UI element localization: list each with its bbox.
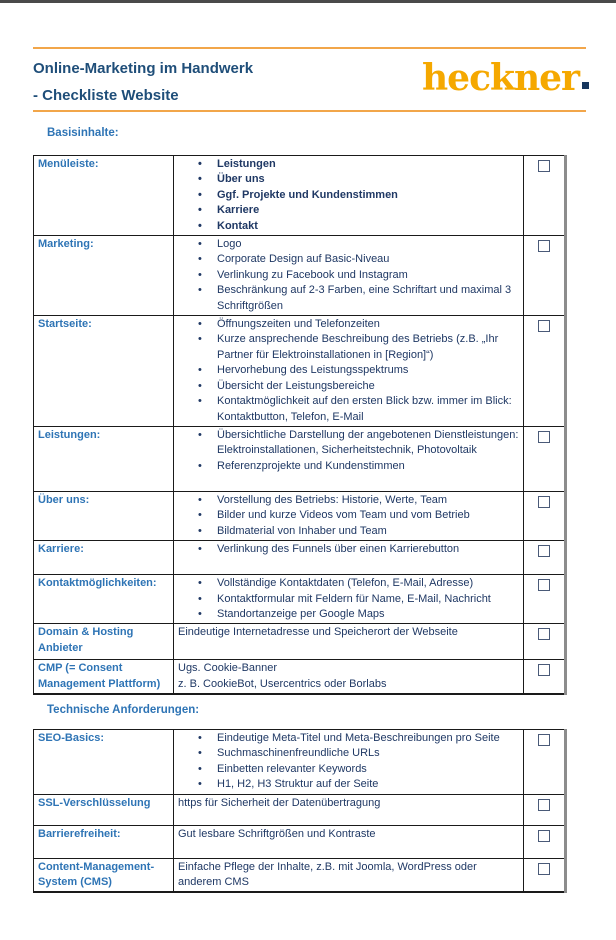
checkbox-cell xyxy=(524,575,566,624)
checkbox-icon xyxy=(538,664,550,676)
content-line: Ugs. Cookie-Banner xyxy=(178,662,278,675)
bullet-item: • Kontaktmöglichkeit auf den ersten Blick bzw. immer im Blick: Kontaktbutton, Telefon, E-Mail xyxy=(176,394,521,425)
checkbox-icon xyxy=(538,496,550,508)
checkbox-cell xyxy=(524,794,566,825)
checkbox-cell xyxy=(524,624,566,660)
content-line: Gut lesbare Schriftgrößen und Kontraste xyxy=(178,827,376,840)
checkbox-icon xyxy=(538,799,550,811)
row-content xyxy=(174,426,524,491)
bullet-item: • Bilder und kurze Videos vom Team und vom Betrieb xyxy=(176,508,521,523)
table-row xyxy=(34,858,566,892)
table-row xyxy=(34,491,566,540)
table-row xyxy=(34,575,566,624)
content-line: Eindeutige Internetadresse und Speicherort der Webseite xyxy=(178,626,458,639)
table-row xyxy=(34,541,566,575)
checkbox-cell xyxy=(524,236,566,316)
heckner-logo xyxy=(422,56,589,100)
bullet-item: • Hervorhebung des Leistungsspektrums xyxy=(176,363,521,378)
bullet-item: • Eindeutige Meta-Titel und Meta-Beschreibungen pro Seite xyxy=(176,731,521,746)
row-content xyxy=(174,858,524,892)
row-label: Menüleiste: xyxy=(34,156,174,236)
bullet-item: • Beschränkung auf 2-3 Farben, eine Schriftart und maximal 3 Schriftgrößen xyxy=(176,283,521,314)
checkbox-cell xyxy=(524,541,566,575)
table-row xyxy=(34,316,566,427)
row-label: Domain & Hosting Anbieter xyxy=(34,624,174,660)
table-row xyxy=(34,426,566,491)
content-line: https für Sicherheit der Datenübertragung xyxy=(178,796,381,809)
table-row xyxy=(34,236,566,316)
bullet-item: • Verlinkung des Funnels über einen Karrierebutton xyxy=(176,542,521,557)
checkbox-icon xyxy=(538,431,550,443)
table-row xyxy=(34,730,566,795)
bullet-item: • Ggf. Projekte und Kundenstimmen xyxy=(176,188,521,203)
row-content xyxy=(174,156,524,236)
row-label: Karriere: xyxy=(34,541,174,575)
row-content xyxy=(174,236,524,316)
header-rule-top xyxy=(33,47,586,49)
bullet-item: • Einbetten relevanter Keywords xyxy=(176,762,521,777)
bullet-item: • Übersicht der Leistungsbereiche xyxy=(176,379,521,394)
table-row xyxy=(34,156,566,236)
row-content xyxy=(174,794,524,825)
checkbox-icon xyxy=(538,863,550,875)
row-content xyxy=(174,825,524,858)
checkbox-cell xyxy=(524,825,566,858)
row-label: Über uns: xyxy=(34,491,174,540)
checkbox-cell xyxy=(524,316,566,427)
table-row xyxy=(34,825,566,858)
row-label: Content-Management-System (CMS) xyxy=(34,858,174,892)
bullet-item: • H1, H2, H3 Struktur auf der Seite xyxy=(176,777,521,792)
checkbox-cell xyxy=(524,660,566,694)
row-content xyxy=(174,730,524,795)
logo-text: heckner xyxy=(422,57,579,99)
bullet-item: • Corporate Design auf Basic-Niveau xyxy=(176,252,521,267)
bullet-item: • Standortanzeige per Google Maps xyxy=(176,607,521,622)
checkbox-cell xyxy=(524,730,566,795)
bullet-item: • Über uns xyxy=(176,172,521,187)
row-label: SEO-Basics: xyxy=(34,730,174,795)
section-heading-technische-anforderungen: Technische Anforderungen: xyxy=(47,704,200,716)
bullet-item: • Kontakt xyxy=(176,219,521,234)
row-content xyxy=(174,541,524,575)
bullet-item: • Verlinkung zu Facebook und Instagram xyxy=(176,268,521,283)
bullet-item: • Suchmaschinenfreundliche URLs xyxy=(176,746,521,761)
bullet-item: • Leistungen xyxy=(176,157,521,172)
row-content xyxy=(174,575,524,624)
checkbox-icon xyxy=(538,579,550,591)
page-title-line2: - Checkliste Website xyxy=(33,87,179,104)
checkbox-cell xyxy=(524,858,566,892)
row-label: Kontaktmöglichkeiten: xyxy=(34,575,174,624)
table-row xyxy=(34,624,566,660)
checkbox-icon xyxy=(538,240,550,252)
bullet-item: • Kurze ansprechende Beschreibung des Betriebs (z.B. „Ihr Partner für Elektroinstallationen in [Region]“) xyxy=(176,332,521,363)
checkbox-icon xyxy=(538,160,550,172)
bullet-item: • Referenzprojekte und Kundenstimmen xyxy=(176,459,521,474)
bullet-item: • Übersichtliche Darstellung der angebotenen Dienstleistungen: Elektroinstallationen, Sicherheitstechnik, Photovoltaik xyxy=(176,428,521,459)
row-label: Leistungen: xyxy=(34,426,174,491)
checkbox-cell xyxy=(524,491,566,540)
checkbox-icon xyxy=(538,830,550,842)
section-heading-basisinhalte: Basisinhalte: xyxy=(47,127,119,139)
page-title xyxy=(33,55,253,109)
logo-dot-icon xyxy=(582,82,589,89)
basisinhalte-table xyxy=(33,155,567,695)
content-line: z. B. CookieBot, Usercentrics oder Borlabs xyxy=(178,677,387,690)
bullet-item: • Karriere xyxy=(176,203,521,218)
row-content xyxy=(174,660,524,694)
page-title-line1: Online-Marketing im Handwerk xyxy=(33,60,254,77)
bullet-item: • Vollständige Kontaktdaten (Telefon, E-Mail, Adresse) xyxy=(176,576,521,591)
table-row xyxy=(34,794,566,825)
table-row xyxy=(34,660,566,694)
row-content xyxy=(174,491,524,540)
row-label: CMP (= Consent Management Plattform) xyxy=(34,660,174,694)
row-label: SSL-Verschlüsselung xyxy=(34,794,174,825)
bullet-item: • Kontaktformular mit Feldern für Name, E-Mail, Nachricht xyxy=(176,592,521,607)
header-rule-bottom xyxy=(33,110,586,112)
checkbox-icon xyxy=(538,734,550,746)
row-content xyxy=(174,316,524,427)
checkbox-cell xyxy=(524,156,566,236)
checkbox-icon xyxy=(538,320,550,332)
bullet-item: • Vorstellung des Betriebs: Historie, Werte, Team xyxy=(176,493,521,508)
bullet-item: • Öffnungszeiten und Telefonzeiten xyxy=(176,317,521,332)
row-label: Barrierefreiheit: xyxy=(34,825,174,858)
checkbox-cell xyxy=(524,426,566,491)
row-label: Startseite: xyxy=(34,316,174,427)
checkbox-icon xyxy=(538,628,550,640)
technische-anforderungen-table xyxy=(33,729,567,893)
bullet-item: • Bildmaterial von Inhaber und Team xyxy=(176,524,521,539)
window-top-edge xyxy=(0,0,616,3)
content-line: Einfache Pflege der Inhalte, z.B. mit Joomla, WordPress oder anderem CMS xyxy=(178,860,477,889)
bullet-item: • Logo xyxy=(176,237,521,252)
checkbox-icon xyxy=(538,545,550,557)
row-content xyxy=(174,624,524,660)
row-label: Marketing: xyxy=(34,236,174,316)
